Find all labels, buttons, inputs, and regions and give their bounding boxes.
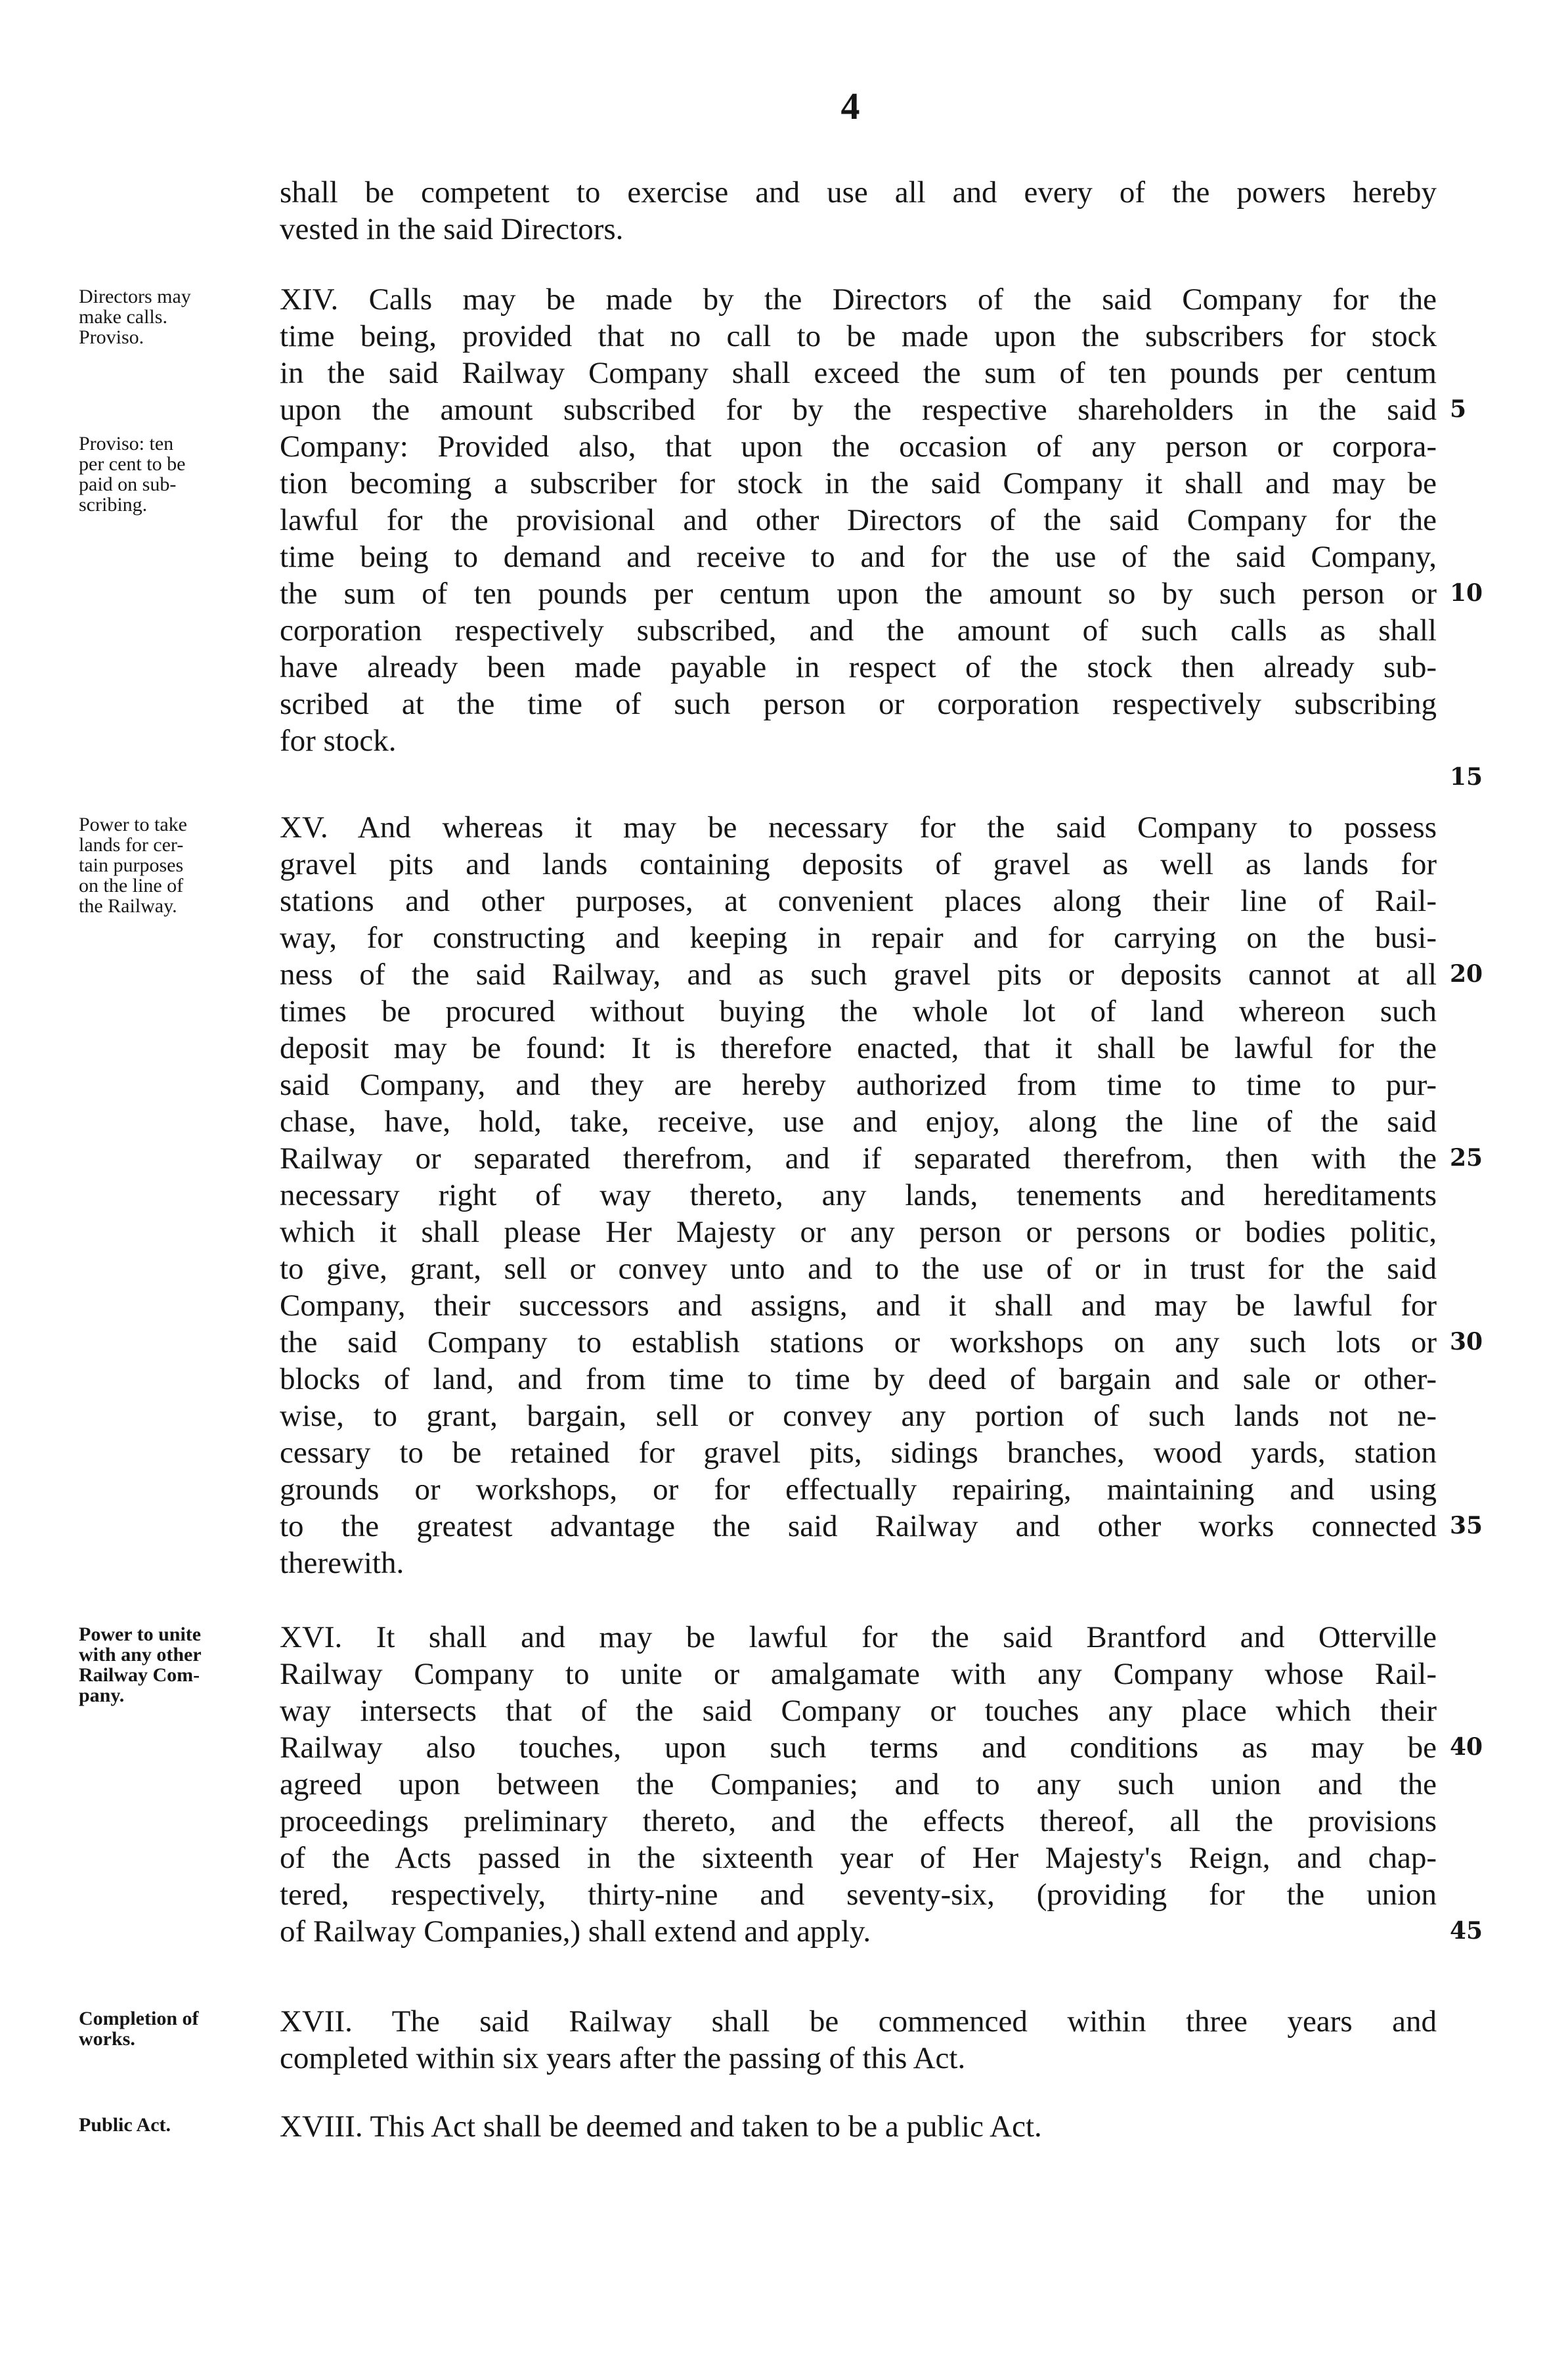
side-note-line: scribing.: [79, 494, 148, 516]
text-line: ness of the said Railway, and as such gravel pits or deposits cannot at all: [280, 958, 1437, 992]
text-line: therewith.: [280, 1546, 404, 1580]
text-line: gravel pits and lands containing deposits of gravel as well as lands for: [280, 847, 1437, 881]
text-line: grounds or workshops, or for effectually repairing, maintaining and using: [280, 1472, 1437, 1507]
text-line: XVII. The said Railway shall be commenced within three years and: [280, 2004, 1437, 2039]
side-note-line: on the line of: [79, 875, 184, 896]
section-text: [280, 1619, 1437, 1950]
text-line: wise, to grant, bargain, sell or convey any portion of such lands not ne-: [280, 1399, 1437, 1433]
text-line: Railway or separated therefrom, and if separated therefrom, then with the: [280, 1141, 1437, 1176]
line-number: 15: [1450, 763, 1483, 791]
text-line: completed within six years after the passing of this Act.: [280, 2041, 966, 2075]
side-note-power-to-unite: [79, 1624, 276, 1706]
side-note-line: Proviso.: [79, 326, 144, 348]
section-xvii: [0, 2003, 1568, 2082]
line-number: 45: [1450, 1917, 1483, 1945]
text-line: time being, provided that no call to be made upon the subscribers for stock: [280, 319, 1437, 353]
text-line: vested in the said Directors.: [280, 212, 624, 246]
side-note-completion-of-works: [79, 2008, 276, 2049]
text-line: the sum of ten pounds per centum upon the amount so by such person or: [280, 577, 1437, 611]
text-line: tion becoming a subscriber for stock in the said Company it shall and may be: [280, 466, 1437, 500]
opening-paragraph: [280, 174, 1437, 248]
text-line: Railway Company to unite or amalgamate with any Company whose Rail-: [280, 1657, 1437, 1691]
text-line: shall be competent to exercise and use all and every of the powers hereby: [280, 175, 1437, 210]
text-line: tered, respectively, thirty-nine and seventy-six, (providing for the union: [280, 1878, 1437, 1912]
text-line: lawful for the provisional and other Directors of the said Company for the: [280, 503, 1437, 537]
section-text: [280, 2108, 1437, 2145]
text-line: times be procured without buying the whole lot of land whereon such: [280, 994, 1437, 1028]
text-line: XVI. It shall and may be lawful for the said Brantford and Otterville: [280, 1620, 1437, 1654]
side-note-line: Completion of: [79, 2008, 199, 2029]
text-line: way intersects that of the said Company or touches any place which their: [280, 1694, 1437, 1728]
text-line: of Railway Companies,) shall extend and apply.: [280, 1914, 871, 1949]
side-note-line: Power to unite: [79, 1623, 202, 1645]
side-note-power-to-take-lands: [79, 814, 276, 916]
text-line: stations and other purposes, at convenient places along their line of Rail-: [280, 884, 1437, 918]
text-line: corporation respectively subscribed, and the amount of such calls as shall: [280, 613, 1437, 648]
section-xv: [0, 809, 1568, 1591]
side-note-proviso-ten-per-cent: [79, 433, 276, 515]
text-line: XIV. Calls may be made by the Directors of the said Company for the: [280, 282, 1437, 317]
side-note-line: tain purposes: [79, 854, 184, 876]
text-line: Railway also touches, upon such terms and conditions as may be: [280, 1731, 1437, 1765]
section-text: [280, 809, 1437, 1581]
text-line: necessary right of way thereto, any lands, tenements and hereditaments: [280, 1178, 1437, 1212]
side-note-line: Railway Com-: [79, 1664, 200, 1686]
text-line: of the Acts passed in the sixteenth year of Her Majesty's Reign, and chap-: [280, 1841, 1437, 1875]
side-note-line: Public Act.: [79, 2114, 171, 2136]
text-line: cessary to be retained for gravel pits, sidings branches, wood yards, station: [280, 1436, 1437, 1470]
text-line: deposit may be found: It is therefore enacted, that it shall be lawful for the: [280, 1031, 1437, 1065]
text-line: for stock.: [280, 724, 397, 758]
line-number: 30: [1450, 1328, 1483, 1356]
text-line: said Company, and they are hereby authorized from time to time to pur-: [280, 1068, 1437, 1102]
text-line: way, for constructing and keeping in repair and for carrying on the busi-: [280, 921, 1437, 955]
text-line: the said Company to establish stations or workshops on any such lots or: [280, 1325, 1437, 1359]
text-line: blocks of land, and from time to time by deed of bargain and sale or other-: [280, 1362, 1437, 1396]
text-line: in the said Railway Company shall exceed the sum of ten pounds per centum: [280, 356, 1437, 390]
side-note-line: lands for cer-: [79, 834, 184, 856]
line-number: 5: [1450, 395, 1467, 423]
text-line: to give, grant, sell or convey unto and to the use of or in trust for the said: [280, 1252, 1437, 1286]
side-note-line: with any other: [79, 1644, 202, 1666]
text-line: chase, have, hold, take, receive, use and enjoy, along the line of the said: [280, 1105, 1437, 1139]
line-number: 10: [1450, 579, 1483, 607]
text-line: which it shall please Her Majesty or any person or persons or bodies politic,: [280, 1215, 1437, 1249]
side-note-line: Power to take: [79, 814, 187, 835]
section-xvi: [0, 1619, 1568, 1960]
text-line: upon the amount subscribed for by the respective shareholders in the said: [280, 393, 1437, 427]
side-note-line: Proviso: ten: [79, 433, 174, 454]
section-text: [280, 281, 1437, 759]
text-line: Company: Provided also, that upon the occasion of any person or corpora-: [280, 430, 1437, 464]
text-line: time being to demand and receive to and for the use of the said Company,: [280, 540, 1437, 574]
text-line: scribed at the time of such person or corporation respectively subscribing: [280, 687, 1437, 721]
section-text: [280, 2003, 1437, 2077]
text-line: agreed upon between the Companies; and to any such union and the: [280, 1767, 1437, 1801]
text-line: to the greatest advantage the said Railway and other works connected: [280, 1509, 1437, 1543]
side-note-directors-calls: [79, 286, 276, 347]
side-note-line: Directors may: [79, 286, 191, 307]
line-number: 40: [1450, 1733, 1483, 1761]
side-note-line: the Railway.: [79, 895, 177, 917]
text-line: proceedings preliminary thereto, and the effects thereof, all the provisions: [280, 1804, 1437, 1838]
text-line: XVIII. This Act shall be deemed and taken to be a public Act.: [280, 2109, 1042, 2144]
section-xviii: [0, 2108, 1568, 2154]
text-line: XV. And whereas it may be necessary for the said Company to possess: [280, 810, 1437, 845]
side-note-line: make calls.: [79, 306, 167, 328]
side-note-line: works.: [79, 2028, 135, 2050]
line-number: 25: [1450, 1144, 1483, 1172]
text-line: have already been made payable in respect of the stock then already sub-: [280, 650, 1437, 684]
side-note-line: per cent to be: [79, 453, 186, 475]
section-xiv: [0, 281, 1568, 791]
side-note-line: pany.: [79, 1685, 125, 1706]
side-note-line: paid on sub-: [79, 474, 177, 495]
line-number: 20: [1450, 960, 1483, 988]
side-note-public-act: [79, 2115, 276, 2135]
line-number: 35: [1450, 1512, 1483, 1539]
page-number: 4: [840, 85, 860, 127]
text-line: Company, their successors and assigns, and it shall and may be lawful for: [280, 1289, 1437, 1323]
